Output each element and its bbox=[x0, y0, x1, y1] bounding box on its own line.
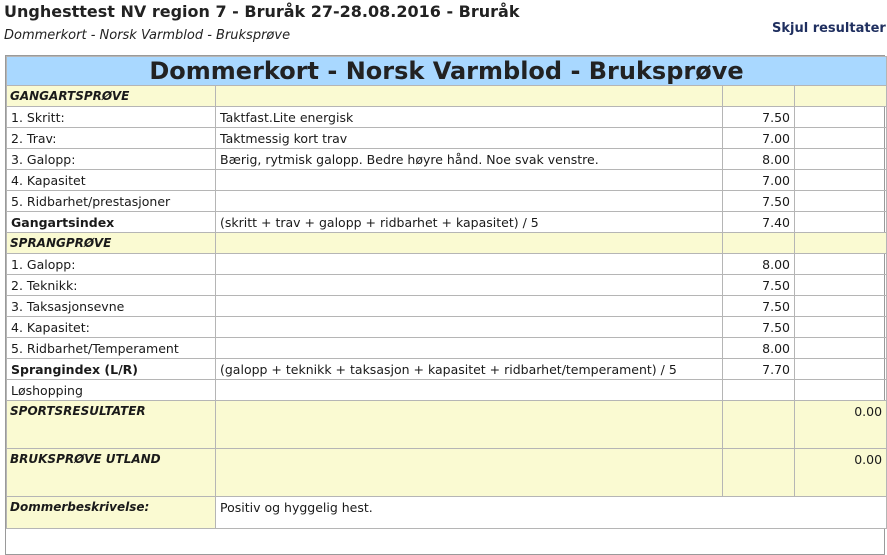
score-row bbox=[7, 191, 887, 212]
index-score: 7.70 bbox=[723, 359, 795, 380]
index-row bbox=[7, 359, 887, 380]
score-row bbox=[7, 380, 887, 401]
index-name: Gangartsindex bbox=[7, 212, 216, 233]
judge-card bbox=[5, 55, 885, 555]
description-text: Positiv og hyggelig hest. bbox=[216, 497, 887, 529]
section-label: SPRANGPRØVE bbox=[7, 233, 216, 254]
criterion-score bbox=[723, 380, 795, 401]
criterion-comment bbox=[216, 338, 723, 359]
criterion-score: 7.50 bbox=[723, 275, 795, 296]
section-label: GANGARTSPRØVE bbox=[7, 86, 216, 107]
criterion-comment bbox=[216, 275, 723, 296]
criterion-score: 7.50 bbox=[723, 191, 795, 212]
page-subtitle: Dommerkort - Norsk Varmblod - Bruksprøve bbox=[4, 28, 291, 43]
criterion-name: 3. Taksasjonsevne bbox=[7, 296, 216, 317]
index-formula: (galopp + teknikk + taksasjon + kapasitet + ridbarhet/temperament) / 5 bbox=[216, 359, 723, 380]
score-row bbox=[7, 128, 887, 149]
index-row bbox=[7, 212, 887, 233]
criterion-comment bbox=[216, 380, 723, 401]
judge-card-table bbox=[6, 56, 887, 529]
criterion-comment bbox=[216, 317, 723, 338]
criterion-comment bbox=[216, 170, 723, 191]
score-row bbox=[7, 338, 887, 359]
index-formula: (skritt + trav + galopp + ridbarhet + kapasitet) / 5 bbox=[216, 212, 723, 233]
criterion-name: 4. Kapasitet bbox=[7, 170, 216, 191]
criterion-comment bbox=[216, 191, 723, 212]
criterion-name: 1. Galopp: bbox=[7, 254, 216, 275]
criterion-comment bbox=[216, 296, 723, 317]
criterion-name: 5. Ridbarhet/prestasjoner bbox=[7, 191, 216, 212]
score-row bbox=[7, 170, 887, 191]
score-row bbox=[7, 107, 887, 128]
score-row bbox=[7, 317, 887, 338]
page-title: Unghesttest NV region 7 - Bruråk 27-28.08.2016 - Bruråk bbox=[4, 2, 520, 21]
criterion-score: 8.00 bbox=[723, 149, 795, 170]
criterion-score: 7.00 bbox=[723, 170, 795, 191]
criterion-comment: Taktfast.Lite energisk bbox=[216, 107, 723, 128]
section-score: 0.00 bbox=[795, 401, 887, 449]
criterion-comment bbox=[216, 254, 723, 275]
index-score: 7.40 bbox=[723, 212, 795, 233]
hide-results-link[interactable]: Skjul resultater bbox=[772, 21, 886, 36]
section-label: BRUKSPRØVE UTLAND bbox=[7, 449, 216, 497]
criterion-name: 3. Galopp: bbox=[7, 149, 216, 170]
index-name: Sprangindex (L/R) bbox=[7, 359, 216, 380]
criterion-score: 7.50 bbox=[723, 317, 795, 338]
section-label: Dommerbeskrivelse: bbox=[7, 497, 216, 529]
criterion-score: 7.50 bbox=[723, 296, 795, 317]
section-sprang bbox=[7, 233, 887, 254]
criterion-comment: Taktmessig kort trav bbox=[216, 128, 723, 149]
section-sport bbox=[7, 401, 887, 449]
criterion-score: 8.00 bbox=[723, 338, 795, 359]
card-title: Dommerkort - Norsk Varmblod - Bruksprøve bbox=[7, 57, 887, 86]
section-gangart bbox=[7, 86, 887, 107]
criterion-name: 5. Ridbarhet/Temperament bbox=[7, 338, 216, 359]
criterion-score: 7.00 bbox=[723, 128, 795, 149]
criterion-name: Løshopping bbox=[7, 380, 216, 401]
criterion-name: 1. Skritt: bbox=[7, 107, 216, 128]
score-row bbox=[7, 275, 887, 296]
criterion-score: 7.50 bbox=[723, 107, 795, 128]
section-utland bbox=[7, 449, 887, 497]
criterion-name: 2. Trav: bbox=[7, 128, 216, 149]
criterion-name: 2. Teknikk: bbox=[7, 275, 216, 296]
section-description bbox=[7, 497, 887, 529]
score-row bbox=[7, 296, 887, 317]
score-row bbox=[7, 254, 887, 275]
criterion-score: 8.00 bbox=[723, 254, 795, 275]
score-row bbox=[7, 149, 887, 170]
section-score: 0.00 bbox=[795, 449, 887, 497]
section-label: SPORTSRESULTATER bbox=[7, 401, 216, 449]
criterion-comment: Bærig, rytmisk galopp. Bedre høyre hånd. Noe svak venstre. bbox=[216, 149, 723, 170]
criterion-name: 4. Kapasitet: bbox=[7, 317, 216, 338]
